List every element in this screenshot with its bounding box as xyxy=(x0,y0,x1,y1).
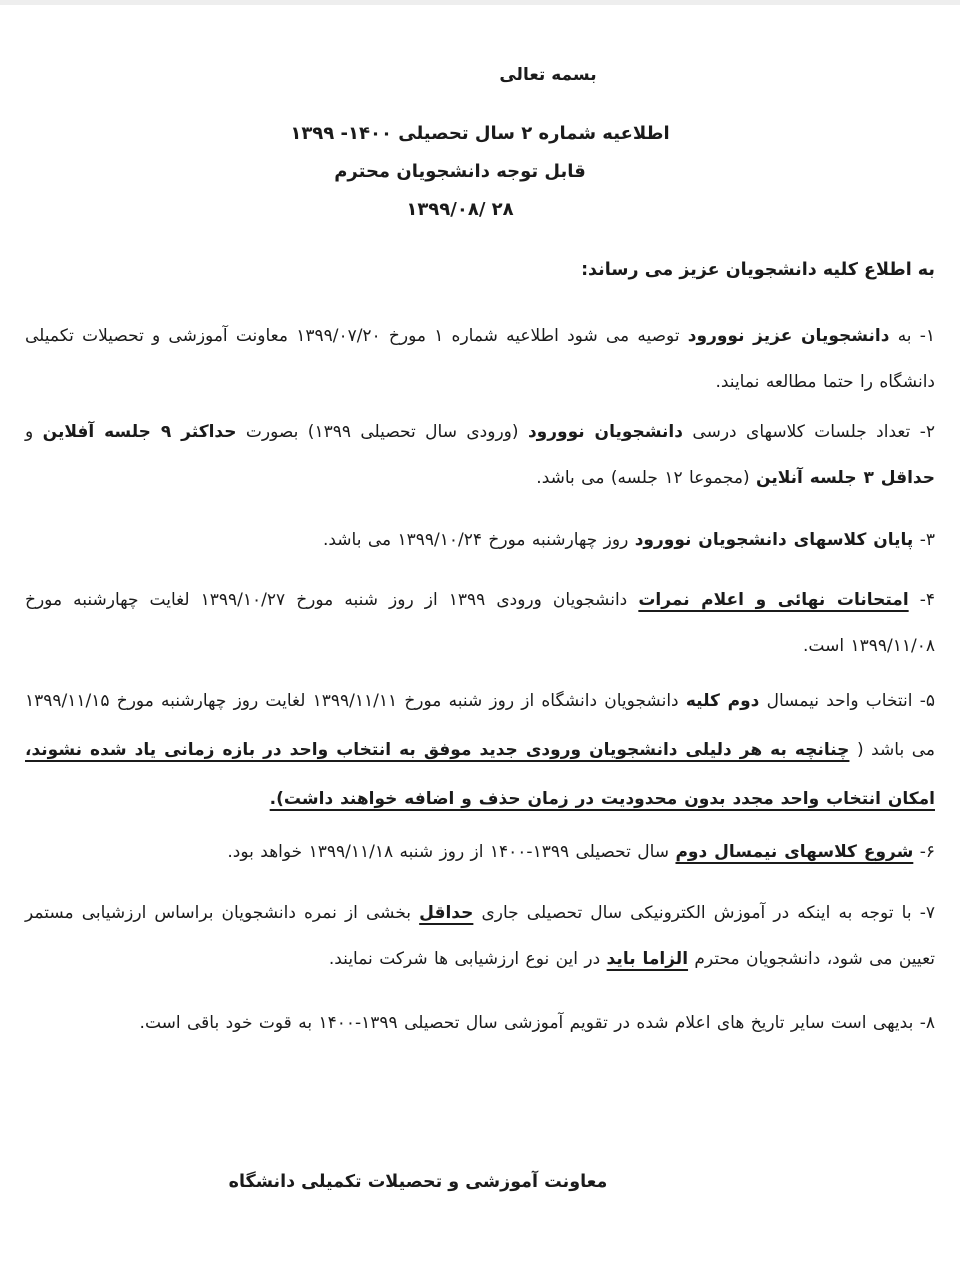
text-segment: بخشی از نمره دانشجویان براساس ارزشیابی مستمر تعیین می شود، دانشجویان محترم xyxy=(25,903,935,969)
text-segment: ۴- xyxy=(908,590,935,610)
text-segment: در این نوع ارزشیابی ها شرکت نمایند. xyxy=(328,949,607,969)
signature-line: معاونت آموزشی و تحصیلات تکمیلی دانشگاه xyxy=(228,1172,608,1192)
notice-header xyxy=(25,115,935,229)
text-segment: شروع کلاسهای نیمسال دوم xyxy=(675,842,914,862)
notice-item-6 xyxy=(25,829,935,875)
notice-item-8 xyxy=(25,1000,935,1046)
notice-subtitle: قابل توجه دانشجویان محترم xyxy=(334,161,586,182)
notice-date: ۲۸ /۱۳۹۹/۰۸ xyxy=(406,199,514,220)
notice-content xyxy=(0,65,960,1192)
notice-item-5 xyxy=(25,677,935,824)
text-segment: امتحانات نهائی و اعلام نمرات xyxy=(638,590,909,610)
notice-item-3 xyxy=(25,517,935,563)
text-segment: ۵- انتخاب واحد نیمسال xyxy=(759,691,935,711)
text-segment: ۳- xyxy=(913,530,935,550)
text-segment: حداقل xyxy=(419,903,474,923)
notice-item-7 xyxy=(25,890,935,982)
text-segment: حداکثر ۹ جلسه آفلاین xyxy=(42,422,237,442)
text-segment: دانشجویان عزیز نوورود xyxy=(687,326,890,346)
text-segment: توصیه می شود اطلاعیه شماره ۱ مورخ ۱۳۹۹/۰۷/۲۰ معاونت آموزشی و تحصیلات تکمیلی دانشگاه را حتما مطالعه نمایند. xyxy=(25,326,935,392)
text-segment: روز چهارشنبه مورخ ۱۳۹۹/۱۰/۲۴ می باشد. xyxy=(322,530,635,550)
text-segment: دوم کلیه xyxy=(685,691,760,711)
bismillah-line: بسمه تعالی xyxy=(499,65,597,85)
text-segment: دانشجویان دانشگاه از روز شنبه مورخ ۱۳۹۹/۱۱/۱۱ لغایت روز چهارشنبه مورخ ۱۳۹۹/۱۱/۱۵ می باشد ( xyxy=(25,691,936,760)
text-segment: و xyxy=(25,422,43,442)
text-segment: (مجموعا ۱۲ جلسه) می باشد. xyxy=(536,468,757,488)
text-segment: پایان کلاسهای دانشجویان نوورود xyxy=(634,530,914,550)
salutation-line: به اطلاع کلیه دانشجویان عزیز می رساند: xyxy=(581,260,935,280)
text-segment: ۸- بدیهی است سایر تاریخ های اعلام شده در تقویم آموزشی سال تحصیلی ۱۳۹۹-۱۴۰۰ به قوت خود باقی است. xyxy=(139,1013,935,1033)
notice-item-2 xyxy=(25,409,935,501)
notice-item-4 xyxy=(25,577,935,669)
text-segment: حداقل ۳ جلسه آنلاین xyxy=(756,468,935,488)
text-segment: چنانچه به هر دلیلی دانشجویان ورودی جدید موفق به انتخاب واحد در بازه زمانی یاد شده نشوند، امکان انتخاب واحد مجدد بدون محدودیت در زمان حذف و اضافه خواهند داشت). xyxy=(25,740,935,809)
text-segment: ۶- xyxy=(913,842,935,862)
text-segment: دانشجویان نوورود xyxy=(527,422,683,442)
text-segment: ۱- به xyxy=(889,326,936,346)
notice-item-1 xyxy=(25,313,935,405)
text-segment: الزاما باید xyxy=(606,949,689,969)
notice-title: اطلاعیه شماره ۲ سال تحصیلی ۱۴۰۰- ۱۳۹۹ xyxy=(290,123,670,144)
text-segment: ۷- با توجه به اینکه در آموزش الکترونیکی سال تحصیلی جاری xyxy=(473,903,935,923)
text-segment: سال تحصیلی ۱۳۹۹-۱۴۰۰ از روز شنبه ۱۳۹۹/۱۱/۱۸ خواهد بود. xyxy=(227,842,676,862)
page-top-edge xyxy=(0,0,960,5)
text-segment: ۲- تعداد جلسات کلاسهای درسی xyxy=(682,422,935,442)
text-segment: دانشجویان ورودی ۱۳۹۹ از روز شنبه مورخ ۱۳۹۹/۱۰/۲۷ لغایت چهارشنبه مورخ ۱۳۹۹/۱۱/۰۸ است. xyxy=(25,590,935,656)
text-segment: (ورودی سال تحصیلی ۱۳۹۹) بصورت xyxy=(236,422,528,442)
